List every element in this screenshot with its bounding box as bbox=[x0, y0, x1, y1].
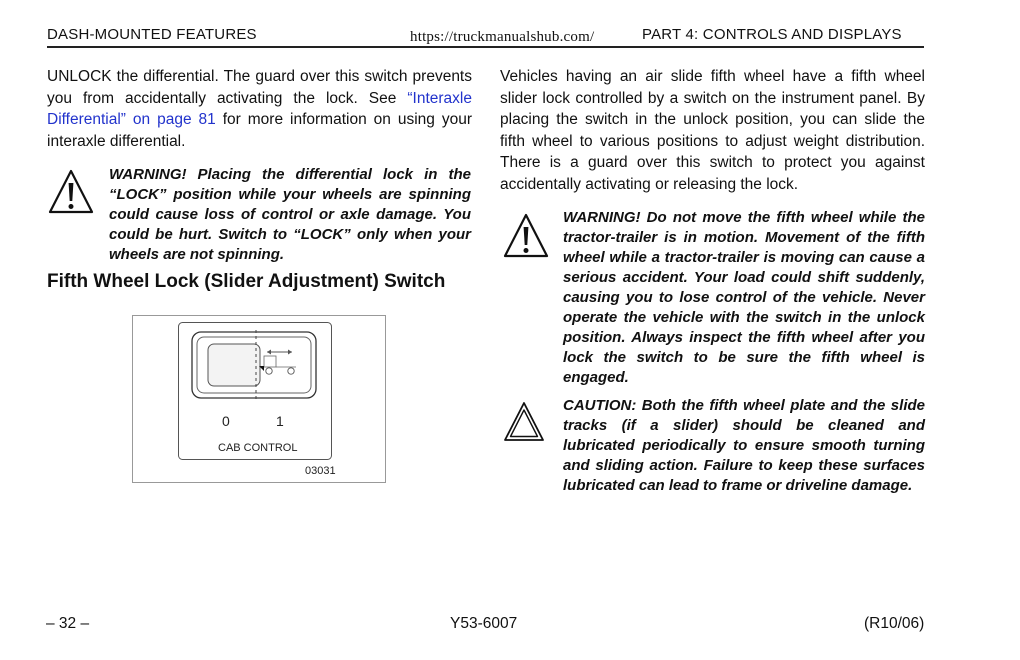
fifth-wheel-warning: WARNING! Do not move the fifth wheel while the tractor-trailer is in motion. Movement of the fifth wheel while a tractor-trailer is moving can cause a serious accident. Your load could shift suddenly, causing you to lose control of the vehicle. Never operate the vehicle with the switch in the unlock position. Always inspect the fifth wheel after you lock the switch to be sure the fifth wheel is engaged. bbox=[563, 209, 925, 386]
right-column bbox=[500, 66, 925, 195]
fifth-wheel-caution: CAUTION: Both the fifth wheel plate and the slide tracks (if a slider) should be cleaned and lubricated periodically to ensure smooth turning and sliding action. Failure to keep these surfaces lubricated can lead to frame or driveline damage. bbox=[563, 397, 925, 494]
interaxle-differential-link[interactable]: “Interaxle Differential” on page 81 bbox=[47, 89, 472, 128]
differential-lock-warning: WARNING! Placing the differential lock in the “LOCK” position while your wheels are spinning could cause loss of control or axle damage. You could be hurt. Switch to “LOCK” only when your wheels are not spinning. bbox=[109, 166, 471, 263]
differential-paragraph bbox=[47, 66, 472, 152]
caution-triangle-icon bbox=[502, 400, 546, 444]
warning-triangle-icon bbox=[47, 168, 95, 216]
revision-date: (R10/06) bbox=[864, 615, 925, 632]
running-header-part: PART 4: CONTROLS AND DISPLAYS bbox=[642, 26, 902, 43]
fifth-wheel-paragraph: Vehicles having an air slide fifth wheel have a fifth wheel slider lock controlled by a switch on the instrument panel. By placing the switch in the unlock position, you can slide the fifth wheel to various positions to adjust weight distribution. There is a guard over this switch to protect you against accidentally activating or releasing the lock. bbox=[500, 68, 925, 193]
page-number: – 32 – bbox=[46, 615, 90, 632]
fifth-wheel-switch-illustration bbox=[178, 322, 334, 462]
document-number: Y53-6007 bbox=[450, 615, 518, 632]
source-url[interactable]: https://truckmanualshub.com/ bbox=[410, 29, 595, 45]
switch-position-1: 1 bbox=[276, 413, 284, 429]
left-column bbox=[47, 66, 472, 152]
figure-code: 03031 bbox=[305, 465, 336, 477]
figure-caption: CAB CONTROL bbox=[218, 442, 298, 454]
cab-control-switch-figure bbox=[132, 315, 386, 483]
warning-triangle-icon bbox=[502, 212, 550, 260]
switch-position-0: 0 bbox=[222, 413, 230, 429]
paragraph-text-end: for more information on using your interaxle differential. bbox=[47, 111, 472, 150]
section-heading: Fifth Wheel Lock (Slider Adjustment) Switch bbox=[47, 271, 446, 292]
header-rule bbox=[47, 46, 924, 48]
running-header-section: DASH-MOUNTED FEATURES bbox=[47, 26, 257, 43]
paragraph-text: UNLOCK the differential. The guard over this switch prevents you from accidentally activating the lock. See bbox=[47, 68, 472, 107]
